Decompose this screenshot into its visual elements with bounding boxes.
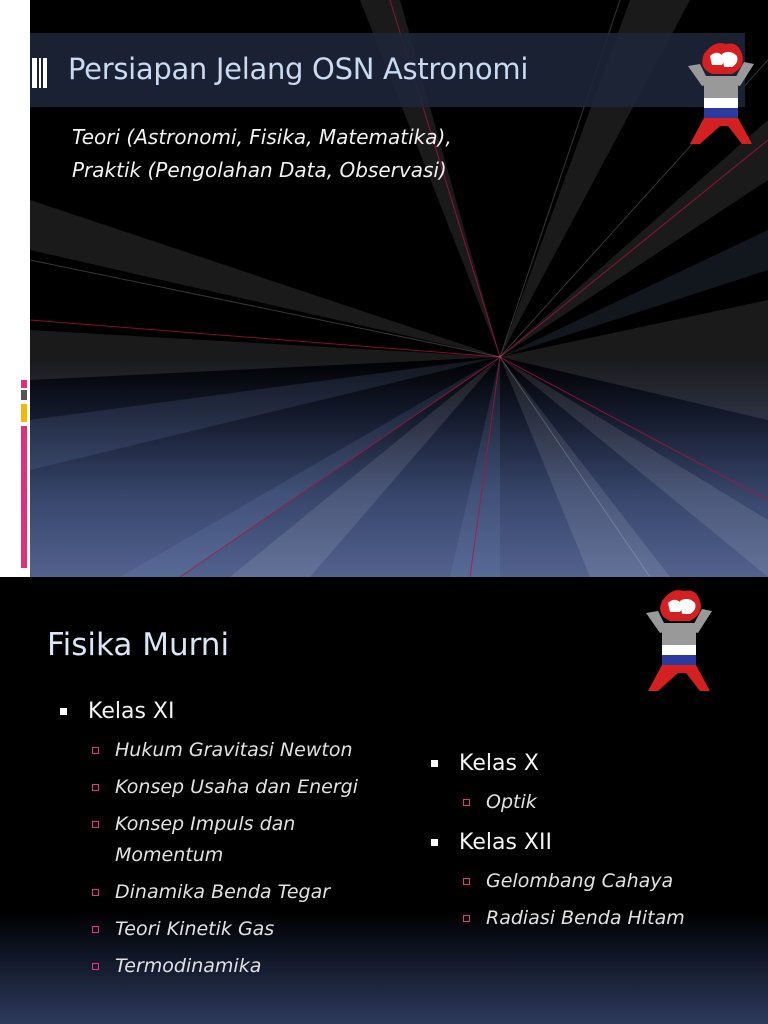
hollow-square-bullet-icon [92,926,99,933]
list-item [459,866,731,897]
list-item [88,951,360,982]
barcode-icon [18,58,48,88]
list-item [459,787,731,818]
list-item [431,830,731,934]
topic-text: Teori Kinetik Gas [115,918,275,940]
left-bullet-list [60,699,360,994]
list-item [88,809,360,871]
hollow-square-bullet-icon [463,915,470,922]
group-label: Kelas XII [459,830,552,855]
group-label: Kelas XI [88,699,175,724]
topic-text: Konsep Usaha dan Energi [115,776,358,798]
topic-text: Hukum Gravitasi Newton [115,739,353,761]
hollow-square-bullet-icon [92,784,99,791]
mascot-logo-icon [686,40,756,150]
list-item [88,735,360,766]
hollow-square-bullet-icon [463,799,470,806]
square-bullet-icon [431,760,438,767]
list-item [88,772,360,803]
square-bullet-icon [431,839,438,846]
hollow-square-bullet-icon [92,963,99,970]
list-item [88,914,360,945]
hollow-square-bullet-icon [463,878,470,885]
list-item [459,903,731,934]
hollow-square-bullet-icon [92,889,99,896]
accent-bars [21,380,27,568]
sub-list [459,787,731,818]
list-item [60,699,360,982]
subtitle-line: Praktik (Pengolahan Data, Observasi) [72,158,447,182]
hollow-square-bullet-icon [92,747,99,754]
group-label: Kelas X [459,751,539,776]
content-slide [0,577,768,1024]
mascot-logo-icon [644,587,714,697]
subtitle-line: Teori (Astronomi, Fisika, Matematika), [72,125,452,149]
slide-title: Persiapan Jelang OSN Astronomi [68,52,529,86]
right-bullet-list [431,751,731,946]
square-bullet-icon [60,708,67,715]
list-item [431,751,731,818]
hollow-square-bullet-icon [92,821,99,828]
topic-text: Radiasi Benda Hitam [486,907,685,929]
sub-list [88,735,360,982]
sub-list [459,866,731,934]
topic-text: Dinamika Benda Tegar [115,881,331,903]
topic-text: Gelombang Cahaya [486,870,674,892]
topic-text: Termodinamika [115,955,262,977]
topic-text: Optik [486,791,537,813]
slide-title: Fisika Murni [47,627,230,663]
topic-text: Konsep Impuls dan Momentum [115,813,296,866]
list-item [88,877,360,908]
slide-subtitle [72,121,632,187]
